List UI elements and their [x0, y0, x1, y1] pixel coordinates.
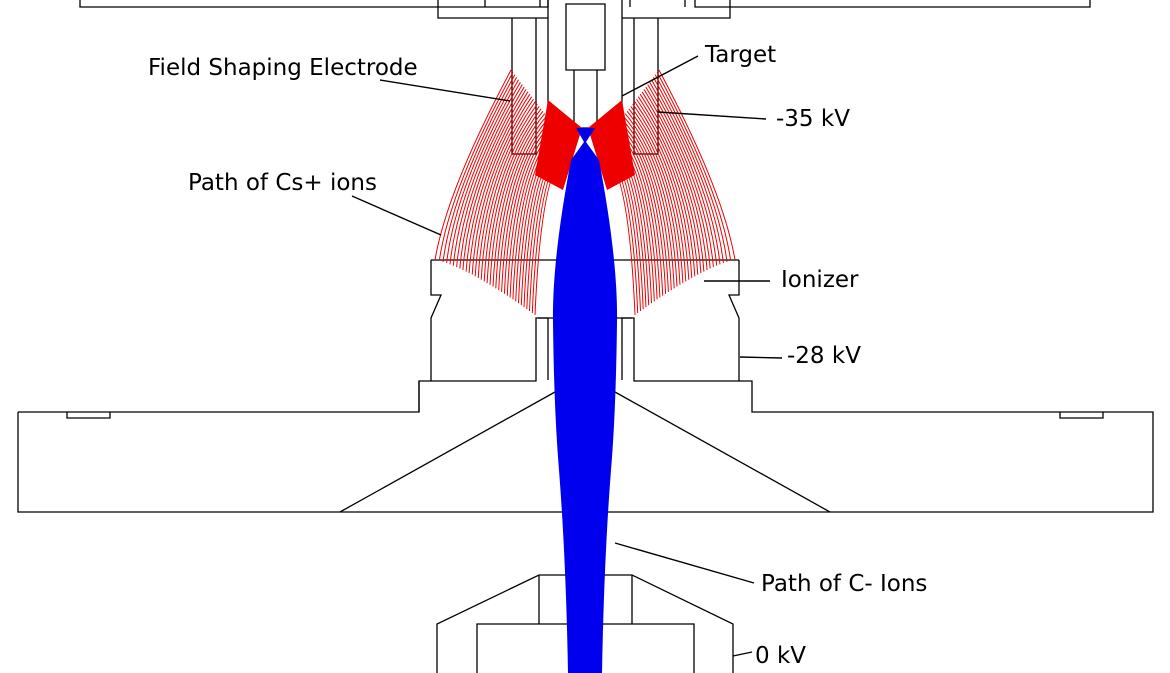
label-ground-voltage: 0 kV [755, 643, 806, 669]
leader-cs-path [352, 196, 441, 235]
label-cs-path: Path of Cs+ ions [188, 170, 377, 196]
leader-ionizer-voltage [740, 357, 782, 358]
c-ion-beam-envelope [553, 128, 617, 673]
cs-ion-ray [450, 80, 519, 265]
label-ionizer-voltage: -28 kV [787, 343, 861, 369]
label-c-path: Path of C- Ions [761, 571, 928, 597]
c-ion-beam [553, 128, 617, 673]
leader-ground-voltage [733, 652, 752, 656]
label-ionizer: Ionizer [781, 267, 859, 293]
label-target: Target [705, 42, 777, 68]
leader-field-electrode [380, 80, 510, 101]
cs-ion-ray [653, 77, 723, 263]
cs-ion-ray [652, 80, 721, 265]
cs-ion-ray [447, 77, 517, 263]
target-assembly [548, 0, 622, 128]
top-flange [80, 0, 1090, 18]
label-field-shaping-electrode: Field Shaping Electrode [148, 55, 418, 81]
label-target-voltage: -35 kV [776, 106, 850, 132]
